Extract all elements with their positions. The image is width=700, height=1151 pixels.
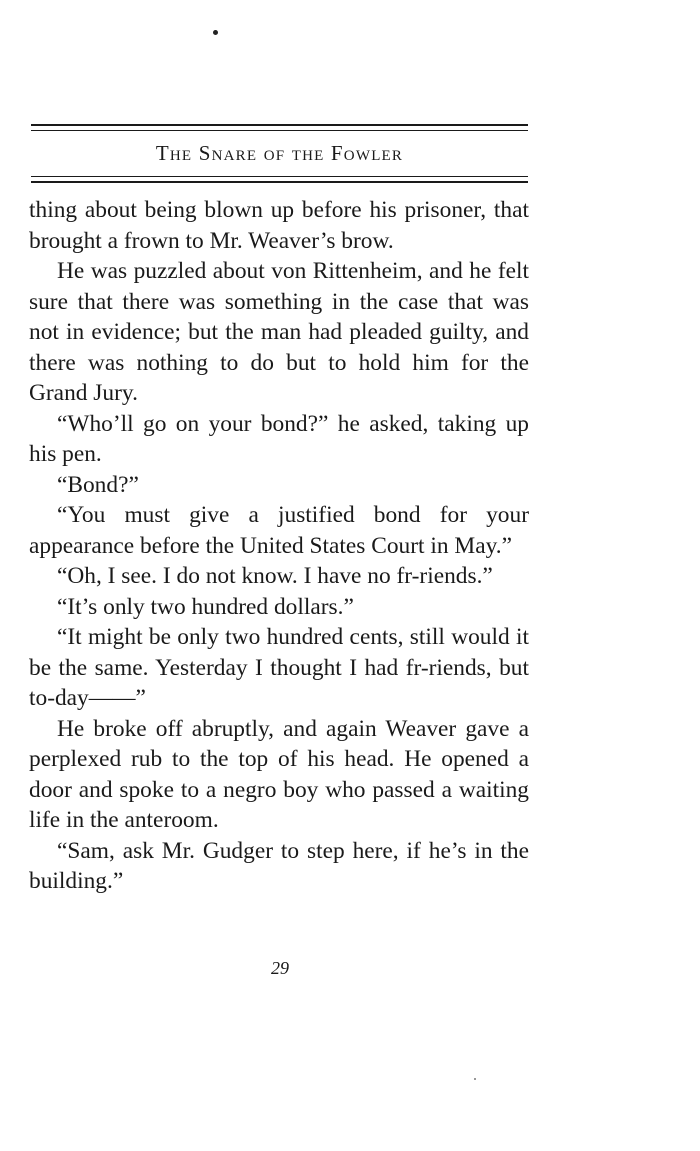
ink-speck xyxy=(474,1078,476,1080)
paragraph: “Oh, I see. I do not know. I have no fr-riends.” xyxy=(57,563,493,589)
running-title: The Snare of the Fowler xyxy=(155,141,404,165)
paragraph: He was puzzled about von Rittenheim, and he felt sure that there was something in the case that was not in evidence; but the man had pleaded guilty, and there was nothing to do but to hold him for the Grand Jury. xyxy=(29,258,529,406)
paragraph: thing about being blown up before his prisoner, that brought a frown to Mr. Weaver’s brow. xyxy=(29,197,529,254)
paragraph: “Sam, ask Mr. Gudger to step here, if he’s in the building.” xyxy=(29,837,529,894)
paragraph: “It might be only two hundred cents, still would it be the same. Yesterday I thought I had fr-riends, but to-day——” xyxy=(29,624,529,711)
page-number: 29 xyxy=(271,958,289,978)
ink-speck xyxy=(213,30,218,35)
paragraph: He broke off abruptly, and again Weaver gave a perplexed rub to the top of his head. He opened a door and spoke to a negro boy who passed a waiting life in the anteroom. xyxy=(29,715,529,833)
paragraph: “Who’ll go on your bond?” he asked, taking up his pen. xyxy=(29,410,529,467)
header-rule-top xyxy=(31,124,528,126)
paragraph: “You must give a justified bond for your appearance before the United States Court in May.” xyxy=(29,502,529,559)
paragraph: “Bond?” xyxy=(57,471,139,498)
header-rule-bottom-thin xyxy=(31,176,528,177)
body-text xyxy=(29,195,529,897)
header-rule-bottom xyxy=(31,181,528,183)
header-rule-top-thin xyxy=(31,130,528,131)
paragraph: “It’s only two hundred dollars.” xyxy=(57,593,354,620)
